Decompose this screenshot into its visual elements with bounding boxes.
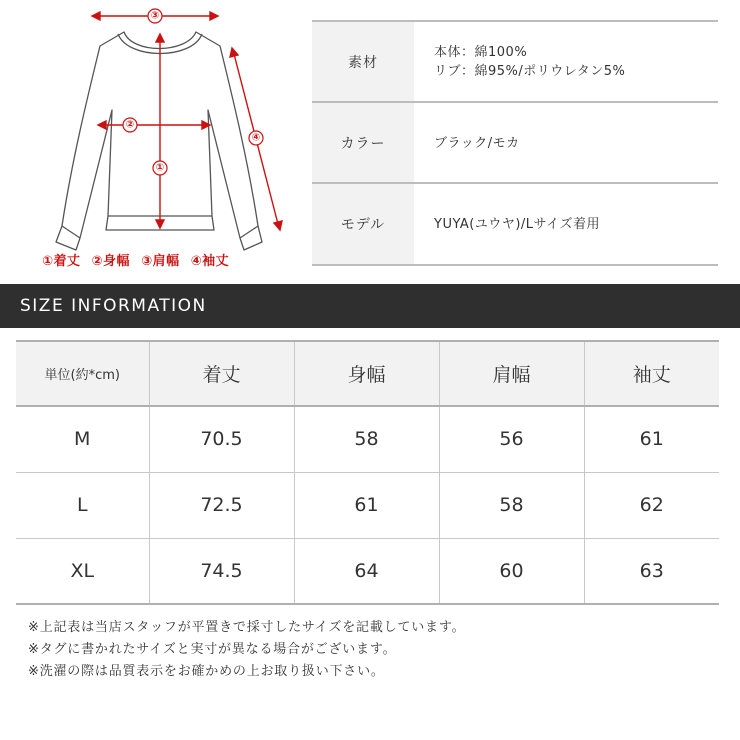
- size-table: [16, 340, 719, 605]
- table-cell: 64: [294, 538, 439, 604]
- table-cell: 61: [584, 406, 719, 472]
- table-cell: 62: [584, 472, 719, 538]
- size-information-banner: [0, 284, 740, 328]
- spec-label: モデル: [312, 184, 414, 264]
- note-line: ※タグに書かれたサイズと実寸が異なる場合がございます。: [28, 642, 397, 657]
- size-table-header: [16, 341, 719, 406]
- marker-body-width: ②: [125, 119, 135, 131]
- spec-row-material: [312, 22, 718, 102]
- right-cuff: [240, 226, 262, 250]
- header-sleeve-length: 袖丈: [584, 341, 719, 406]
- measurement-legend: [42, 250, 235, 269]
- table-cell: 70.5: [149, 406, 294, 472]
- spec-label: カラー: [312, 103, 414, 183]
- marker-length: ①: [155, 162, 165, 174]
- table-cell: 63: [584, 538, 719, 604]
- size-label: L: [16, 472, 149, 538]
- marker-sleeve: ④: [251, 132, 261, 144]
- table-cell: 60: [439, 538, 584, 604]
- garment-measurement-diagram: [0, 0, 290, 280]
- note-line: ※洗濯の際は品質表示をお確かめの上お取り扱い下さい。: [28, 664, 385, 679]
- note-line: ※上記表は当店スタッフが平置きで採寸したサイズを記載しています。: [28, 620, 466, 635]
- spec-row-color: [312, 103, 718, 183]
- table-cell: 72.5: [149, 472, 294, 538]
- size-notes: [28, 617, 465, 683]
- spec-value: ブラック/モカ: [434, 135, 520, 151]
- header-unit: 単位(約*cm): [16, 341, 149, 406]
- size-label: M: [16, 406, 149, 472]
- size-label: XL: [16, 538, 149, 604]
- table-cell: 56: [439, 406, 584, 472]
- spec-value: 本体：綿100% リブ：綿95%/ポリウレタン5%: [434, 45, 626, 79]
- spec-label: 素材: [312, 22, 414, 102]
- header-body-width: 身幅: [294, 341, 439, 406]
- table-cell: 58: [294, 406, 439, 472]
- marker-shoulder: ③: [150, 10, 160, 22]
- table-cell: 61: [294, 472, 439, 538]
- table-row: [16, 472, 719, 538]
- spec-value: YUYA(ユウヤ)/Lサイズ着用: [434, 216, 601, 232]
- table-row: [16, 406, 719, 472]
- header-length: 着丈: [149, 341, 294, 406]
- legend-length: ①着丈: [42, 254, 81, 269]
- spec-row-model: [312, 184, 718, 264]
- table-cell: 58: [439, 472, 584, 538]
- section-title: SIZE INFORMATION: [20, 296, 207, 316]
- legend-shoulder-width: ③肩幅: [141, 254, 180, 269]
- legend-body-width: ②身幅: [91, 254, 131, 269]
- legend-sleeve-length: ④袖丈: [190, 254, 230, 269]
- header-shoulder-width: 肩幅: [439, 341, 584, 406]
- table-cell: 74.5: [149, 538, 294, 604]
- table-row: [16, 538, 719, 604]
